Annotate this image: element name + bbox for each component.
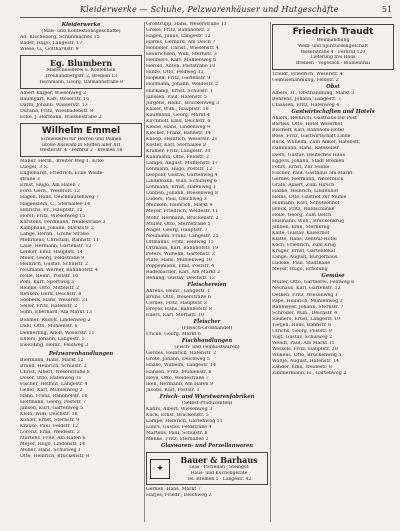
directory-entry: Reinke, Otto, Mittelstr. 2 [20, 286, 80, 292]
directory-entry: Klöcker, Franz, Bahnstr. 14 [146, 130, 211, 136]
directory-entry: Otte, Heinrich, Brückenstr. 8 [20, 454, 90, 460]
directory-entry: Renken, Gerd, Deichstr. 8 [20, 292, 82, 298]
section-heading: Glaswaren- und Porzellanwaren [160, 443, 254, 450]
ad-line: Lieferung frei Haus [310, 55, 356, 61]
ad-line: Maßschneiderei u. Konfektion [46, 68, 116, 74]
directory-entry: Höpken, Fritz, Gartenstr. 9 [146, 76, 211, 82]
directory-entry: Hansen, Fritz, Mühlenstr. 8 [146, 369, 212, 375]
directory-entry: Köster, Karl, Sternallee 8 [146, 142, 206, 148]
directory-entry: Kaiser, Wilh., Hauptstr. 18 [146, 106, 209, 112]
directory-entry: Hollmann, Johann, Weidestr. 2 [146, 82, 219, 88]
directory-entry: Pape, Heinrich, Mühlenweg 3 [272, 298, 343, 304]
directory-entry: Maner, Herm., Breiter Weg 1, Ecke [20, 159, 104, 165]
directory-entry: Müller, Otto, Sternstraße 5 [146, 221, 211, 227]
ad-line: Westerstr. 4 · Fernruf 2 · Bremen 18 [39, 148, 123, 154]
directory-entry: Gerken, Hans, Markt 7 [146, 487, 201, 493]
directory-entry: Lührs, Gustav, Feldstraße 4 [146, 424, 212, 430]
directory-entry: Hagenstein, C., Sternallee 14 [20, 201, 91, 207]
directory-entry: Hebbeler, Christ., Wiesenstr. 4 [146, 46, 219, 52]
column-divider [270, 22, 271, 522]
running-title: Kleiderwerke — Schuhe, Pelzwarenhäuser und Hutgeschäfte [80, 5, 339, 14]
entry-list [20, 358, 142, 461]
directory-entry: Albers, H., Obsthandlung, Markt 3 [272, 91, 355, 97]
directory-entry: Fischer, Paul, Gasthaus am Markt [272, 170, 353, 176]
directory-entry: Diers, Gustav, Deutsches Haus [272, 152, 346, 158]
directory-entry: Ecke, J. Hermann, Wiesenstraße 2 [20, 114, 102, 120]
directory-entry: Bader, Hugo, Langestr. 17 [20, 41, 83, 47]
directory-entry: Gemüsehandlung, Feldstr. 2 [272, 78, 339, 84]
directory-entry: Hinck, Fritz, Waldschänke [272, 206, 335, 212]
directory-entry: Meyer, Hugo, Erholung [272, 267, 328, 273]
entry-list [146, 407, 268, 443]
section-heading: Fischhandlungen [181, 338, 233, 345]
section-subheading: (Selbst-Produzenten) [181, 400, 233, 406]
directory-entry: Wendt, Paul, Am Markt 11 [272, 340, 335, 346]
directory-entry: Brand, Heinrich, Schulstr. 3 [20, 363, 87, 369]
directory-entry: Plate, Hans, Mühlenweg 10 [146, 257, 212, 263]
page-number: 51 [381, 5, 392, 14]
directory-entry: Luegel, 3 S. [20, 165, 49, 171]
directory-entry: Zander, Emil, Weidestr. 8 [272, 365, 332, 371]
directory-entry: Laue, Hermann, Gartenstr. 12 [20, 243, 92, 249]
directory-entry: Meinken, Heinrich, Markt 9 [146, 203, 213, 209]
directory-entry: Christ, Albert, Weserstraße 8 [20, 369, 90, 375]
section-heading: Pelzwarenhandlungen [48, 350, 114, 357]
directory-entry: Krüger, Ernst, Gartenlokal [272, 249, 336, 255]
directory-entry: Hellmers, Karl, Mühlenweg 6 [146, 58, 217, 64]
directory-entry: Krause, Paul, Feldstr. 12 [20, 424, 79, 430]
directory-entry: Ewerding, Heinr., Feldweg 3 [20, 342, 89, 348]
directory-entry: Müller, Otto, Gärtnerei, Feldweg 6 [272, 280, 355, 286]
directory-entry: Hillmann, Karl, Schützenhof [272, 200, 340, 206]
directory-entry: Neuhaus, Karl, Gartenstr. 12 [272, 286, 341, 292]
entry-list [146, 487, 268, 499]
directory-entry: Gerdes, Hermann, Weserblick [272, 176, 344, 182]
directory-entry: Fischer, Helmut, Langestr. 4 [20, 381, 88, 387]
directory-entry: Kück, Ernst, Brückenstr. 5 [146, 412, 209, 418]
directory-entry: Kirchhoff, Emil, Deichstr. 6 [146, 118, 211, 124]
directory-entry: Harjes, Friedr., Deichweg 2 [146, 493, 212, 499]
entry-list [146, 22, 268, 282]
advertisement-box [20, 123, 142, 157]
directory-entry: Böse, Fritz, Gastwirtschaft Linde [272, 134, 351, 140]
directory-entry: Wessels, Fritz, Hauptstr. 20 [272, 346, 338, 352]
ad-line: Tischmann, Georg, Dalmannstraße 8 [38, 79, 124, 85]
section-heading: Kleiderwerke [61, 22, 101, 28]
ad-line: Große Auswahl in Stoffen aller Art [41, 142, 121, 148]
directory-entry: Seiler, Fritz, Hafenstr. 2 [20, 304, 78, 310]
directory-entry: Kuhlmann, Otto, Feldstr. 2 [146, 155, 209, 161]
directory-entry: Lange, Bernh., Große Straße [20, 231, 89, 237]
directory-entry: Kramer, Fritz, Langestr. 30 [146, 148, 211, 154]
directory-entry: Lampe, August, Mühlenstr. 17 [146, 161, 218, 167]
directory-entry: Hagen, Julius, Langestr. 12 [146, 34, 211, 40]
ad-line: Glas · Porzellan · Steingut [189, 465, 249, 471]
directory-entry: Pöppelmann, Emil, Poststr. 4 [146, 263, 215, 269]
directory-entry: Geller, Karl, Mühlenweg 2 [20, 387, 83, 393]
directory-entry: Ahrens, Heinr., Langestr. 1 [146, 289, 211, 295]
directory-entry: Dennerling, Adolf, Weserstr. 11 [20, 330, 95, 336]
ad-line: Wein- und Spirituosengeschäft [297, 43, 369, 49]
directory-entry: Jürgens, Heinr., Brückenweg 3 [146, 100, 220, 106]
directory-entry: Klein, Willi, Deichstr. 18 [20, 412, 78, 418]
directory-entry: Husmann, Wilh., Brückenkrug [272, 219, 345, 225]
directory-entry: Rahmeyer, Johann, Sternstr. 7 [272, 304, 344, 310]
ad-name: Eg. Blumbern [49, 58, 113, 69]
directory-entry: Janssen, Paul, Hafenstr. 5 [146, 94, 207, 100]
shop-logo-icon: ✦ [150, 459, 170, 479]
directory-entry: Wiese, G., Gotthardstr. 9 [20, 47, 79, 53]
directory-entry: Siemers, Ernst, Langestr. 19 [272, 316, 340, 322]
directory-entry: Kleine, Hans, Lindenweg 9 [146, 124, 211, 130]
directory-entry: Heye, Otto, Weidestraße 7 [146, 375, 209, 381]
entry-list [272, 280, 394, 377]
directory-entry: Grafe, Albert, Zum Hirsch [272, 182, 335, 188]
directory-entry: Lenker, Emil, Hauptstr. 14 [20, 249, 83, 255]
directory-entry: Nölle, Heinr., Poststr. 16 [20, 274, 79, 280]
directory-entry: Dahl, Otto, Mühlenstr. 8 [20, 324, 78, 330]
directory-entry: Kahrs, Albert, Wiesenweg 3 [146, 406, 213, 412]
entry-list [272, 116, 394, 273]
directory-entry: Dreyer, Hans, Bahnhofstr. 8 [146, 307, 213, 313]
directory-entry: Lorenz, Emil, Weidestr. 3 [20, 430, 80, 436]
directory-entry: Claassen, Fritz, Hafenweg 4 [272, 103, 340, 109]
directory-entry: Neumann, Franz, Langestr. 25 [146, 233, 219, 239]
directory-entry: Mehrkens, Christian, Bahnstr. 11 [20, 237, 100, 243]
entry-list [146, 289, 268, 319]
directory-entry: Lübben, Johann, Wiesenweg 8 [146, 191, 218, 197]
directory-entry: Harms, Gerhard, Am Deich 7 [146, 40, 216, 46]
directory-entry: Meyer, Hugo, Lindenstr. 14 [20, 442, 85, 448]
directory-entry: Fricke, Georg, Markt 6 [146, 332, 201, 338]
directory-entry: Gerdes, Heinrich, Hafenstr. 2 [146, 351, 217, 357]
directory-entry: Buck, Wilhelm, Zum Anker, Hafenstr. [272, 140, 361, 146]
section-heading: Obst [326, 84, 340, 91]
directory-entry: Grote, Johann, Deichweg 5 [146, 357, 210, 363]
directory-entry: Lehmann, Hugo, Poststr. 12 [146, 167, 213, 173]
directory-entry: Böhmer, Rudolf, Lindenweg 2 [20, 318, 91, 324]
directory-entry: Kamphaus, Johann, Marktstr. 2 [20, 225, 95, 231]
directory-entry: Klatte, Hans, Zentral-Hotel [272, 237, 337, 243]
directory-entry: Möller, Hans, Schulweg 1 [20, 448, 82, 454]
ad-line: Weserstraße 4 · Fernruf 120 [300, 49, 366, 55]
directory-entry: Haase, Wilhelm, Langestr. 14 [146, 363, 216, 369]
directory-entry: Eilers, Karl, Sternstr. 10 [146, 313, 204, 319]
directory-entry: Wilkens, Otto, Brückenweg 5 [272, 353, 342, 358]
directory-entry: Große, Fritz, Bahnhofstr. 2 [146, 28, 210, 34]
entry-list [272, 91, 394, 109]
directory-entry: Tietjen, Hans, Bahnstr. 6 [272, 322, 332, 328]
directory-entry: straße 3 [20, 177, 40, 183]
directory-entry: Kaufmann, Georg, Markt 4 [146, 112, 210, 118]
directory-entry: Bruns, Otto, Weserstraße 6 [146, 295, 211, 301]
directory-entry: Haake, Heinrich, Lindenhof [272, 188, 339, 194]
ad-line: Tel. Bremen 5 · Langestr. 42 [186, 476, 252, 482]
directory-entry: Ahlers, Heinrich, Gasthaus zur Post [272, 116, 357, 122]
entry-list [20, 318, 142, 348]
directory-entry: Menke, Fritz, Sternallee 2 [146, 437, 209, 442]
entry-list [20, 159, 142, 316]
directory-entry: Hurkamp, Ernst, Schulstr. 1 [146, 88, 213, 94]
directory-entry: Jacobs, Karl, Poststr. 1 [146, 387, 200, 393]
section-heading: Fleischer [193, 319, 221, 326]
section-heading: Gemüse [321, 273, 345, 280]
directory-entry: Oltmanns, Fritz, Feldweg 15 [146, 239, 214, 245]
directory-entry: Heins, Otto, Gasthof zur Mühle [272, 194, 347, 200]
directory-entry: Lüdeke, Paul, Stadthalle [272, 261, 331, 267]
directory-entry: Ernst, Hugo, Am Hafen 7 [20, 183, 81, 189]
section-heading: Fleischereien [187, 282, 227, 289]
directory-entry: Großtrupp, Hans, Weserstraße 11 [146, 22, 227, 27]
directory-entry: Eggers, Johann, Stadt Bremen [272, 158, 345, 164]
directory-entry: Seebeck, Hans, Weserstr. 31 [20, 298, 88, 304]
directory-entry: Fehrs, Ernst, Zur Sonne [272, 164, 330, 170]
advertisement-box [146, 452, 268, 485]
running-header [20, 5, 392, 18]
directory-entry: Iken, Hermann, Am Hafen 9 [146, 381, 214, 387]
directory-entry: Köhler, Ernst, Sternstr. 9 [20, 418, 80, 424]
directory-entry: Lüders, Paul, Deichweg 3 [146, 197, 207, 203]
directory-entry: Ad. Kischeberg, Schuhmaches 15 [20, 35, 100, 41]
ad-name: Bauer & Barhaus [180, 455, 258, 466]
directory-entry: Ulrichs, Georg, Poststr. 9 [272, 328, 332, 334]
directory-entry: Hagen, Hans, Deichhausenweg 7 [20, 195, 99, 201]
ad-line: Bremen · Vegesack · Blumenthal [295, 61, 371, 67]
ad-name: Wilhelm Emmel [41, 125, 121, 136]
directory-entry: Janßen, Emil, Sternkrug [272, 225, 330, 231]
ad-line: Treuhandbergstr. 2, Bremen 13 [44, 73, 118, 79]
directory-entry: Hinze, Otto, Feldweg 12 [146, 70, 204, 76]
directory-entry: Vogt, Gustav, Schulweg 2 [272, 334, 333, 340]
directory-entry: Martens, Paul, Schulstr. 8 [146, 430, 208, 436]
directory-entry: Doser, Otto, Hafenweg 11 [20, 375, 82, 381]
directory-entry: Heinrichsen, Willi, Sternstr. 3 [146, 52, 217, 58]
directory-entry: Schröder, Wilh., Deichstr. 4 [272, 310, 338, 316]
directory-entry: Durand, Fritz, Wiesbadenstr. 8 [20, 108, 94, 114]
advertisement-box [20, 55, 142, 88]
directory-entry: Knoop, Heinrich, Weserstr. 21 [146, 136, 218, 142]
section-subheading: (Fleisch-Großhandel) [181, 326, 233, 332]
section-subheading: (Fisch- und Feinkostwaren) [174, 345, 240, 351]
directory-entry: Lange, August, Bürgerhaus [272, 255, 338, 261]
directory-entry: Lampe, Heinrich, Gartenweg 11 [146, 418, 223, 424]
directory-entry: Albert Kuiper, Wiesenweg 2 [20, 90, 87, 96]
directory-entry: Mohr, Hermann, Brückenstr. 2 [146, 215, 219, 221]
directory-entry: Leopold, Gustav, Gartenweg 4 [146, 173, 218, 179]
section-heading: Frisch- und Wurstwarenfabriken [159, 393, 255, 400]
directory-entry: Kalte, Gustav, Kaiserhof [272, 231, 330, 237]
directory-entry: Zimmermann, H., Gartenweg 2 [272, 371, 347, 377]
ad-name: Friedrich Traudt [292, 27, 374, 37]
directory-entry: Bischoff, Karl, Bahnhofs-Hotel [272, 128, 344, 134]
directory-entry: Horst, Fritz, Wiesenweg 15 [20, 213, 86, 219]
directory-entry: Dammann, Hans, Ratskeller [272, 146, 339, 152]
directory-entry: Martens, Fritz, Am Hafen 6 [20, 436, 86, 442]
directory-entry: Oetken, Fritz, Wiesenweg 1 [272, 292, 338, 298]
section-heading: Gastwirtschaften und Hotels [291, 109, 375, 116]
ad-line: Schneiderei für Herren und Damen [40, 136, 122, 142]
directory-entry: Hoffmann, Georg, Poststr. 7 [20, 399, 87, 405]
column-2 [146, 22, 268, 522]
directory-entry: Karstens, Ferdinand, Weidestraße 3 [20, 219, 106, 225]
directory-entry: Sohn, Eberhard, Am Markt 13 [20, 310, 92, 316]
directory-entry: Ehlers, Johann, Langestr. 5 [20, 336, 85, 342]
directory-entry: Ford. Gerh., Weserstr. 12 [20, 189, 80, 195]
directory-entry: Lindemann, Willi, Schulweg 6 [146, 179, 218, 185]
entry-list [20, 91, 142, 121]
directory-entry: Engelhardt, Friedrich, Ecke Weide- [20, 171, 104, 177]
directory-entry: Rehling, Gustav, Deichstr. 12 [146, 275, 215, 281]
directory-entry: Hahn, Franz, Bahnhofstr. 16 [20, 393, 88, 399]
directory-entry: Koch, Friedrich, Zum Krug [272, 243, 336, 249]
directory-entry: Bartels, Otto, Hotel Weserhof [272, 122, 343, 128]
directory-entry: Pohl, Kurt, Sportweg 5 [20, 280, 75, 286]
directory-entry: Biermann, Hans, Markt 12 [20, 357, 84, 363]
directory-entry: Holle, Georg, Zum Deich [272, 212, 332, 218]
ad-line: Haus- und Küchengeräte [190, 470, 248, 476]
directory-entry: Rademacher, Karl, Am Markt 2 [146, 269, 220, 275]
entry-list [272, 72, 394, 84]
directory-entry: Baumgart, Karl, Weserstr. 16 [20, 96, 90, 102]
directory-entry: Herold, Anton, Poststraße 10 [146, 64, 216, 70]
directory-entry: Jansen, Kurt, Gartenweg 5 [20, 406, 84, 412]
ad-line: Weinhandlung [316, 38, 350, 43]
directory-entry: Cordes, Fritz, Hauptstr. 3 [146, 301, 207, 307]
directory-entry: Neumann, Werner, Bahnhofstr. 4 [20, 268, 98, 274]
directory-entry: Meyer, Friedrich, Weidestr. 11 [146, 209, 219, 215]
section-subheading: (Maß- und Konfektionsgeschäfte) [41, 29, 121, 34]
entry-list [20, 35, 142, 53]
directory-entry: Traudt, Friedrich, Weserstr. 4 [272, 71, 343, 77]
entry-list [146, 351, 268, 393]
advertisement-box [272, 24, 394, 70]
directory-entry: Meier, Georg, Feldstraße 9 [20, 255, 85, 261]
column-divider [144, 22, 145, 522]
directory-entry: Nagel, Georg, Hauptstr. 7 [146, 227, 208, 233]
directory-entry: Hinrichs, Fr., Hauptstr. 12 [20, 207, 83, 213]
directory-entry: Behrens, Johann, Langestr. 7 [272, 97, 341, 103]
directory-entry: Darm, Johann, Wasserstr. 13 [20, 102, 88, 108]
directory-entry: Peters, Wilhelm, Gartenstr. 3 [146, 251, 215, 257]
directory-entry: Heinrich, Gustav, Schulstr. 2 [20, 262, 89, 267]
directory-entry: Ortmann, Karl, Bahnhofstr. 19 [146, 245, 219, 251]
directory-entry: Wöltje, August, Hafenstr. 14 [272, 359, 339, 365]
directory-entry: Lohmann, Ernst, Hafenweg 1 [146, 185, 216, 191]
column-3 [272, 22, 394, 522]
column-1 [20, 22, 142, 522]
